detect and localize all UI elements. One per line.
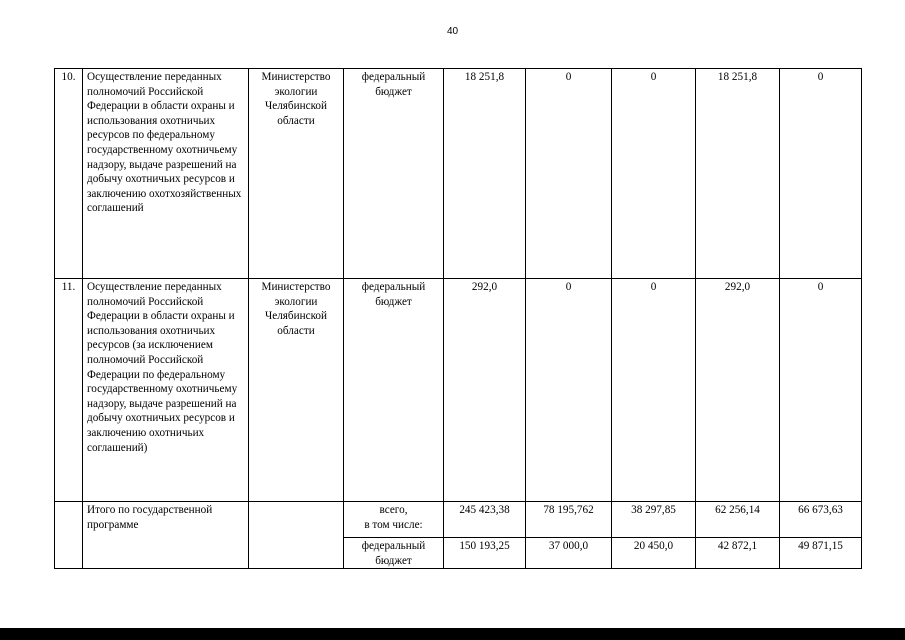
total-row-all <box>55 502 862 538</box>
value-year-3: 292,0 <box>696 279 780 502</box>
total-fed-year-2: 20 450,0 <box>612 538 696 569</box>
scan-bottom-border <box>0 628 905 640</box>
row-number: 10. <box>55 69 83 279</box>
funding-source-federal: федеральный бюджет <box>344 538 444 569</box>
total-all-year-4: 66 673,63 <box>780 502 862 538</box>
value-year-2: 0 <box>612 69 696 279</box>
value-year-1: 0 <box>526 279 612 502</box>
page-number: 40 <box>446 26 459 37</box>
value-year-2: 0 <box>612 279 696 502</box>
executor: Министерство экологии Челябинской области <box>249 279 344 502</box>
budget-table <box>54 68 862 569</box>
activity-name: Осуществление переданных полномочий Российской Федерации в области охраны и использования охотничьих ресурсов (за исключением полномочий Российской Федерации по федеральному государственному охотничьему надзору, выдаче разрешений на добычу охотничьих ресурсов и заключению охотничьих соглашений) <box>83 279 249 502</box>
value-total: 292,0 <box>444 279 526 502</box>
funding-source: федеральный бюджет <box>344 279 444 502</box>
table-row <box>55 279 862 502</box>
total-number-cell <box>55 502 83 569</box>
funding-source-all <box>344 502 444 538</box>
total-all-year-1: 78 195,762 <box>526 502 612 538</box>
total-fed-year-1: 37 000,0 <box>526 538 612 569</box>
total-fed-year-4: 49 871,15 <box>780 538 862 569</box>
funding-source-all-label: всего, <box>379 504 408 516</box>
total-executor-cell <box>249 502 344 569</box>
activity-name: Осуществление переданных полномочий Российской Федерации в области охраны и использования охотничьих ресурсов по федеральному государственному охотничьему надзору, выдаче разрешений на добычу охотничьих ресурсов и заключению охотхозяйственных соглашений <box>83 69 249 279</box>
row-number: 11. <box>55 279 83 502</box>
value-year-3: 18 251,8 <box>696 69 780 279</box>
value-year-1: 0 <box>526 69 612 279</box>
total-all-year-3: 62 256,14 <box>696 502 780 538</box>
executor: Министерство экологии Челябинской области <box>249 69 344 279</box>
value-total: 18 251,8 <box>444 69 526 279</box>
total-fed-value: 150 193,25 <box>444 538 526 569</box>
funding-source-all-sublabel: в том числе: <box>364 518 423 531</box>
total-all-value: 245 423,38 <box>444 502 526 538</box>
value-year-4: 0 <box>780 279 862 502</box>
funding-source: федеральный бюджет <box>344 69 444 279</box>
table-row <box>55 69 862 279</box>
total-all-year-2: 38 297,85 <box>612 502 696 538</box>
total-label: Итого по государственной программе <box>83 502 249 569</box>
value-year-4: 0 <box>780 69 862 279</box>
total-fed-year-3: 42 872,1 <box>696 538 780 569</box>
